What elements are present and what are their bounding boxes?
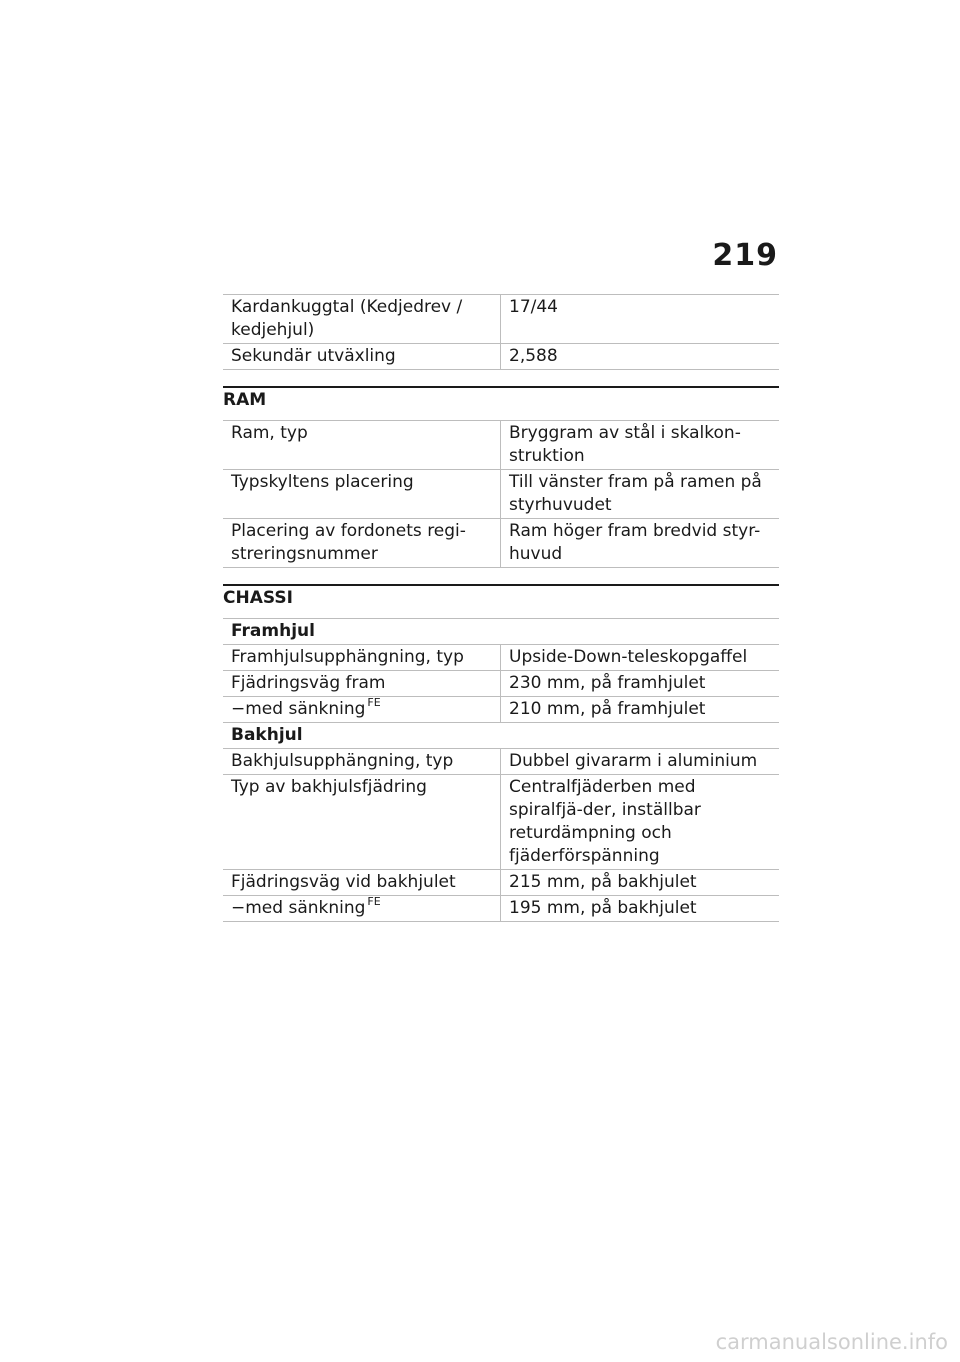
table-row (223, 295, 779, 344)
subheading-row (223, 619, 779, 645)
table-row (223, 344, 779, 370)
spec-key: Typskyltens placering (223, 470, 501, 519)
footer-watermark: carmanualsonline.info (715, 1330, 948, 1354)
spec-value: 210 mm, på framhjulet (501, 697, 780, 723)
spec-value: 215 mm, på bakhjulet (501, 870, 780, 896)
spec-key: Ram, typ (223, 421, 501, 470)
spec-value: Ram höger fram bredvid styr-huvud (501, 519, 780, 568)
table-row (223, 519, 779, 568)
table-row (223, 645, 779, 671)
footnote-marker: FE (367, 895, 381, 908)
table-row (223, 870, 779, 896)
chassi-table (223, 618, 779, 922)
spec-key (223, 896, 501, 922)
spec-key: Framhjulsupphängning, typ (223, 645, 501, 671)
table-row (223, 749, 779, 775)
drive-table (223, 294, 779, 370)
table-row (223, 896, 779, 922)
spec-value: Till vänster fram på ramen på styrhuvudet (501, 470, 780, 519)
section-title-ram: RAM (223, 386, 779, 420)
footnote-marker: FE (367, 696, 381, 709)
spec-key: Sekundär utväxling (223, 344, 501, 370)
spec-value: Centralfjäderben med spiralfjä-der, inställbar returdämpning och fjäderförspänning (501, 775, 780, 870)
spec-value: Dubbel givararm i aluminium (501, 749, 780, 775)
spec-key-text: −med sänkning (231, 898, 366, 918)
spec-content (223, 294, 779, 922)
page-number: 219 (712, 238, 778, 273)
section-title-chassi: CHASSI (223, 584, 779, 618)
table-row (223, 421, 779, 470)
subheading-row (223, 723, 779, 749)
subheading-framhjul: Framhjul (223, 619, 779, 645)
table-row (223, 470, 779, 519)
table-row (223, 775, 779, 870)
spec-key: Placering av fordonets regi-streringsnummer (223, 519, 501, 568)
table-row (223, 697, 779, 723)
spec-value: Upside-Down-teleskopgaffel (501, 645, 780, 671)
ram-table (223, 420, 779, 568)
spec-key: Bakhjulsupphängning, typ (223, 749, 501, 775)
subheading-bakhjul: Bakhjul (223, 723, 779, 749)
spec-value: Bryggram av stål i skalkon-struktion (501, 421, 780, 470)
spec-key: Kardankuggtal (Kedjedrev / kedjehjul) (223, 295, 501, 344)
spec-value: 195 mm, på bakhjulet (501, 896, 780, 922)
table-row (223, 671, 779, 697)
spec-value: 2,588 (501, 344, 780, 370)
spec-key: Typ av bakhjulsfjädring (223, 775, 501, 870)
spec-key: Fjädringsväg vid bakhjulet (223, 870, 501, 896)
spec-key-text: −med sänkning (231, 699, 366, 719)
spec-value: 230 mm, på framhjulet (501, 671, 780, 697)
spec-key: Fjädringsväg fram (223, 671, 501, 697)
spec-key (223, 697, 501, 723)
spec-value: 17/44 (501, 295, 780, 344)
